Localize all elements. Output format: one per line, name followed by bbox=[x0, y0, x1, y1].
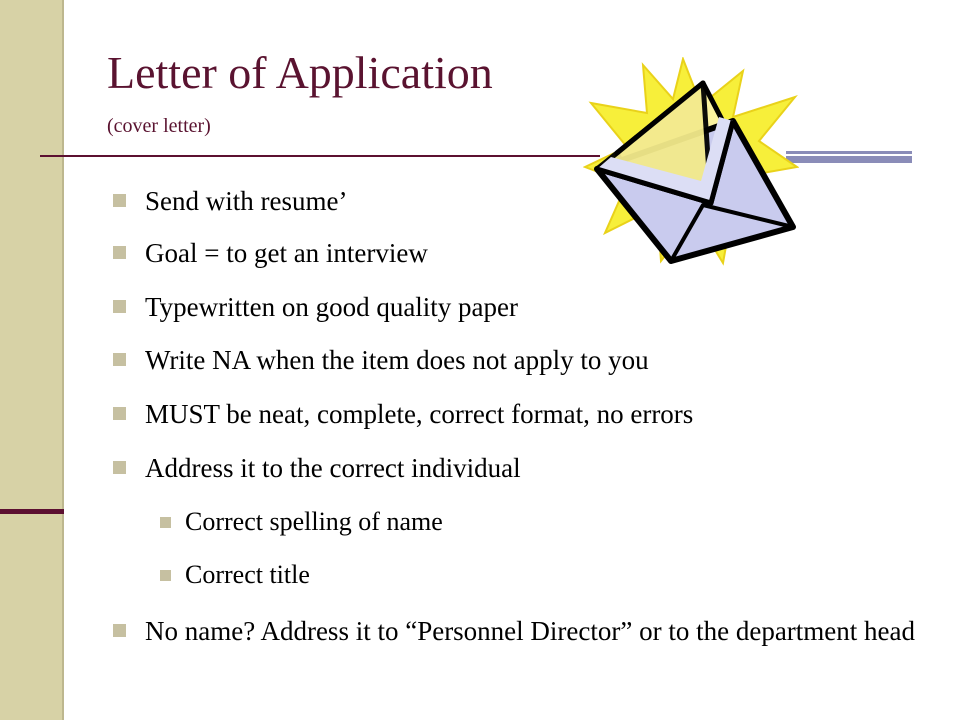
envelope-burst-icon bbox=[583, 57, 799, 269]
bullet-text: Typewritten on good quality paper bbox=[145, 292, 519, 322]
sub-bullet-text: Correct spelling of name bbox=[185, 507, 443, 536]
square-bullet-icon bbox=[113, 353, 126, 366]
title-divider-line bbox=[40, 155, 600, 157]
bullet-text: Address it to the correct individual bbox=[145, 453, 521, 483]
bullet-text: No name? Address it to “Personnel Director” or to the department head bbox=[145, 616, 916, 646]
square-bullet-icon bbox=[160, 570, 171, 581]
square-bullet-icon bbox=[113, 461, 126, 474]
square-bullet-icon bbox=[113, 407, 126, 420]
title-divider-accent bbox=[786, 151, 912, 163]
square-bullet-icon bbox=[113, 194, 126, 207]
bullet-text: MUST be neat, complete, correct format, no errors bbox=[145, 399, 694, 429]
square-bullet-icon bbox=[113, 300, 126, 313]
square-bullet-icon bbox=[113, 246, 126, 259]
bullet-text: Goal = to get an interview bbox=[145, 238, 428, 268]
square-bullet-icon bbox=[160, 517, 171, 528]
bullet-text: Write NA when the item does not apply to you bbox=[145, 345, 649, 375]
sub-bullet-text: Correct title bbox=[185, 560, 310, 589]
side-accent-tick bbox=[0, 509, 64, 514]
slide-title: Letter of Application bbox=[107, 47, 493, 98]
bullet-text: Send with resume’ bbox=[145, 186, 348, 216]
square-bullet-icon bbox=[113, 624, 126, 637]
slide-subtitle: (cover letter) bbox=[107, 115, 211, 137]
side-accent-bar bbox=[0, 0, 64, 720]
